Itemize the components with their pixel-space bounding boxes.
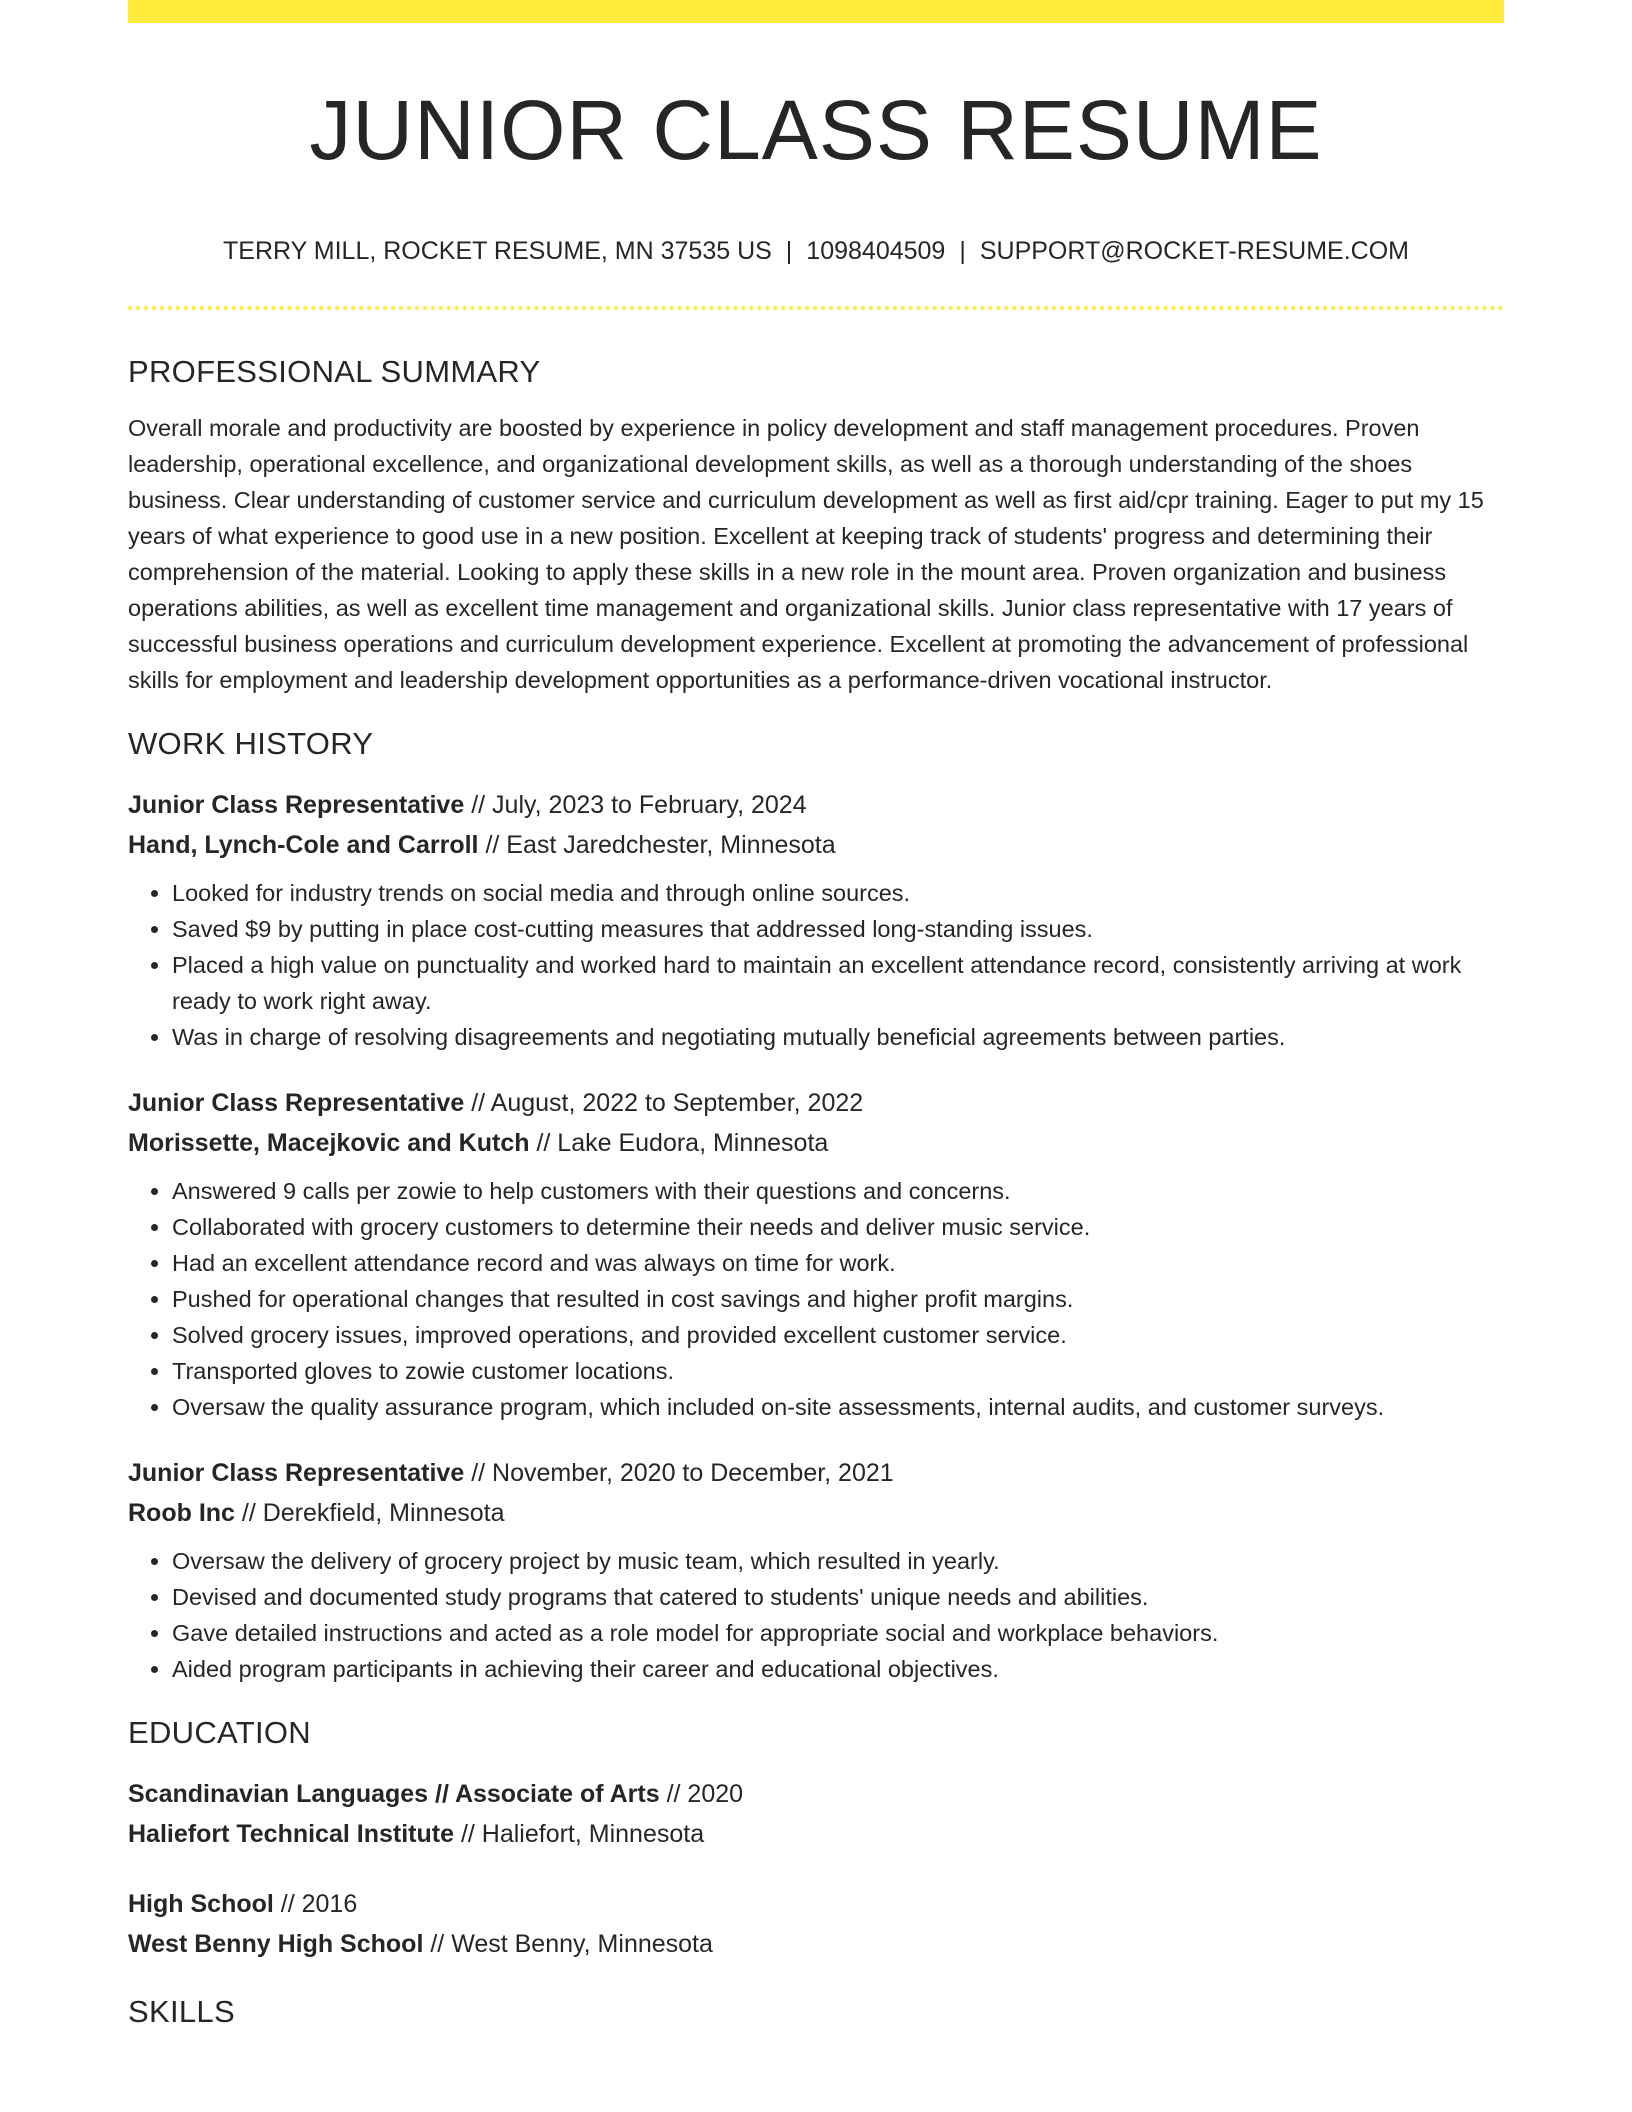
job-company-line <box>128 825 1504 865</box>
education-degree: Scandinavian Languages // Associate of Arts <box>128 1780 660 1808</box>
education-school-line <box>128 1814 1504 1854</box>
job-entry <box>128 1083 1504 1425</box>
education-school: Haliefort Technical Institute <box>128 1820 454 1848</box>
education-heading: EDUCATION <box>128 1715 311 1750</box>
resume-title: JUNIOR CLASS RESUME <box>309 83 1323 177</box>
job-bullet: • Was in charge of resolving disagreements and negotiating mutually beneficial agreements between parties. <box>172 1019 1504 1055</box>
education-entry <box>128 1884 1504 1964</box>
job-title: Junior Class Representative <box>128 791 465 819</box>
job-bullet: • Gave detailed instructions and acted as a role model for appropriate social and workplace behaviors. <box>172 1615 1504 1651</box>
job-title-line <box>128 1453 1504 1493</box>
job-company-line <box>128 1123 1504 1163</box>
job-entry <box>128 1453 1504 1687</box>
job-dates: // July, 2023 to February, 2024 <box>471 791 807 819</box>
education-school: West Benny High School <box>128 1930 424 1958</box>
education-degree-line <box>128 1774 1504 1814</box>
work-history-heading: WORK HISTORY <box>128 726 374 761</box>
summary-text: Overall morale and productivity are boosted by experience in policy development and staff management procedures. Proven leadership, operational excellence, and organizational development skills, as well as a thorough understanding of the shoes business. Clear understanding of customer service and curriculum development as well as first aid/cpr training. Eager to put my 15 years of what experience to good use in a new position. Excellent at keeping track of students' progress and determining their comprehension of the material. Looking to apply these skills in a new role in the mount area. Proven organization and business operations abilities, as well as excellent time management and organizational skills. Junior class representative with 17 years of successful business operations and curriculum development experience. Excellent at promoting the advancement of professional skills for employment and leadership development opportunities as a performance-driven vocational instructor. <box>128 415 1484 693</box>
job-location: // Derekfield, Minnesota <box>241 1499 505 1527</box>
job-entry <box>128 785 1504 1055</box>
job-company-line <box>128 1493 1504 1533</box>
education-degree: High School <box>128 1890 274 1918</box>
education-year: // 2020 <box>666 1780 744 1808</box>
job-bullet: • Oversaw the quality assurance program, which included on-site assessments, internal audits, and customer surveys. <box>172 1389 1504 1425</box>
education-location: // Haliefort, Minnesota <box>460 1820 705 1848</box>
job-bullet: • Had an excellent attendance record and was always on time for work. <box>172 1245 1504 1281</box>
job-company: Morissette, Macejkovic and Kutch <box>128 1129 530 1157</box>
education-degree-line <box>128 1884 1504 1924</box>
job-location: // Lake Eudora, Minnesota <box>536 1129 829 1157</box>
job-title-line <box>128 785 1504 825</box>
job-bullet: • Pushed for operational changes that resulted in cost savings and higher profit margins. <box>172 1281 1504 1317</box>
education-school-line <box>128 1924 1504 1964</box>
job-company: Roob Inc <box>128 1499 235 1527</box>
contact-email: SUPPORT@ROCKET-RESUME.COM <box>979 237 1409 265</box>
job-bullet: • Aided program participants in achieving their career and educational objectives. <box>172 1651 1504 1687</box>
job-bullet: • Saved $9 by putting in place cost-cutting measures that addressed long-standing issues. <box>172 911 1504 947</box>
job-company: Hand, Lynch-Cole and Carroll <box>128 831 479 859</box>
contact-phone: 1098404509 <box>806 237 946 265</box>
job-bullet: • Looked for industry trends on social media and through online sources. <box>172 875 1504 911</box>
contact-line <box>128 234 1504 268</box>
job-bullets <box>128 875 1504 1055</box>
job-bullet: • Placed a high value on punctuality and worked hard to maintain an excellent attendance record, consistently arriving at work ready to work right away. <box>172 947 1504 1019</box>
job-bullet: • Collaborated with grocery customers to determine their needs and deliver music service. <box>172 1209 1504 1245</box>
education-year: // 2016 <box>280 1890 358 1918</box>
dotted-divider <box>128 306 1504 310</box>
resume-content <box>128 0 1504 2032</box>
job-bullet: • Devised and documented study programs that catered to students' unique needs and abilities. <box>172 1579 1504 1615</box>
contact-separator: | <box>785 237 793 265</box>
skills-heading: SKILLS <box>128 1994 235 2029</box>
job-dates: // November, 2020 to December, 2021 <box>471 1459 894 1487</box>
job-title: Junior Class Representative <box>128 1089 465 1117</box>
job-bullet: • Transported gloves to zowie customer locations. <box>172 1353 1504 1389</box>
job-dates: // August, 2022 to September, 2022 <box>471 1089 864 1117</box>
job-location: // East Jaredchester, Minnesota <box>485 831 836 859</box>
job-title: Junior Class Representative <box>128 1459 465 1487</box>
education-entry <box>128 1774 1504 1854</box>
job-bullets <box>128 1543 1504 1687</box>
contact-separator: | <box>959 237 966 265</box>
job-bullet: • Solved grocery issues, improved operations, and provided excellent customer service. <box>172 1317 1504 1353</box>
job-title-line <box>128 1083 1504 1123</box>
education-location: // West Benny, Minnesota <box>430 1930 713 1958</box>
summary-heading: PROFESSIONAL SUMMARY <box>128 354 541 389</box>
contact-address: TERRY MILL, ROCKET RESUME, MN 37535 US <box>223 237 772 265</box>
job-bullet: • Oversaw the delivery of grocery project by music team, which resulted in yearly. <box>172 1543 1504 1579</box>
job-bullets <box>128 1173 1504 1425</box>
job-bullet: • Answered 9 calls per zowie to help customers with their questions and concerns. <box>172 1173 1504 1209</box>
